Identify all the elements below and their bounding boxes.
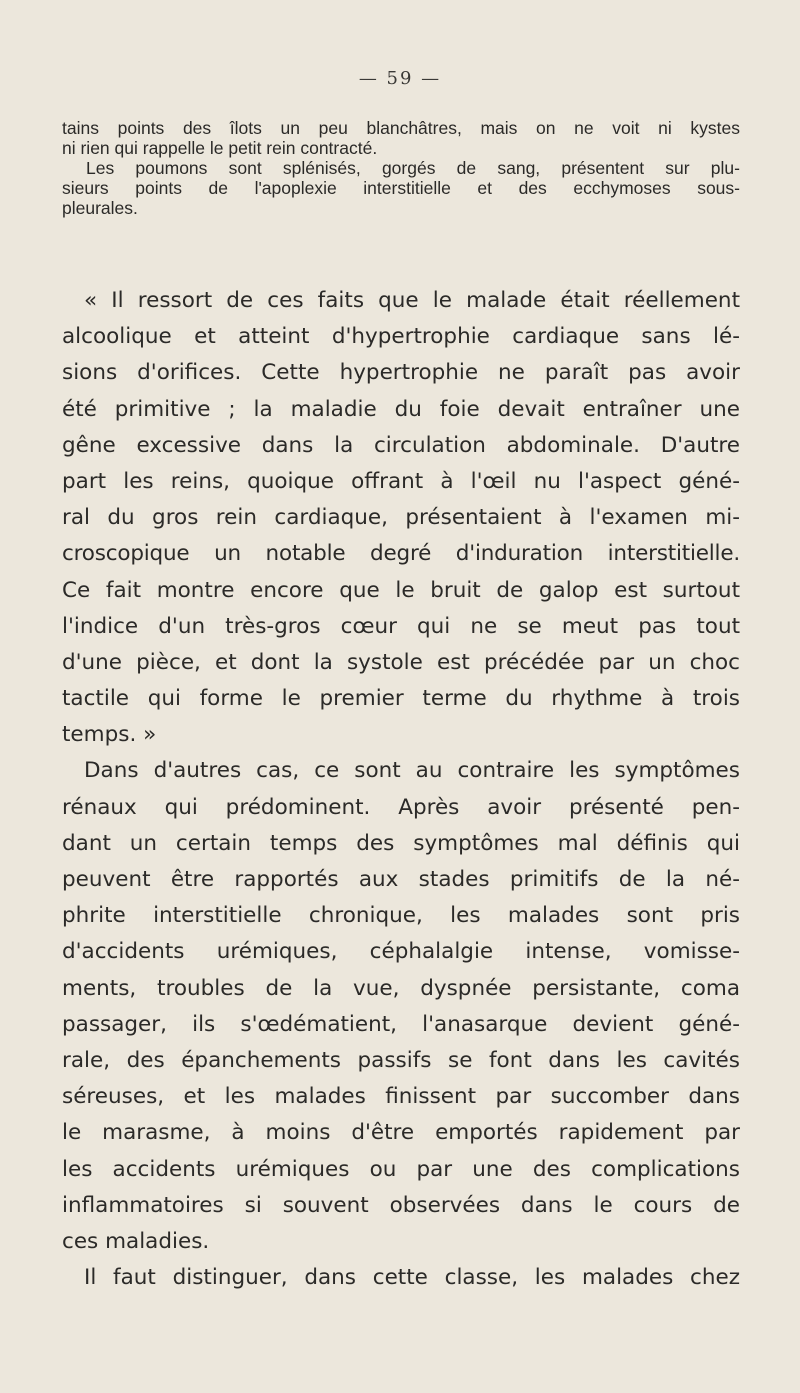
text-line: ments, troubles de la vue, dyspnée persistante, coma: [62, 975, 740, 1001]
paragraph: [62, 118, 740, 158]
text-line: été primitive ; la maladie du foie devait entraîner une: [62, 396, 740, 422]
text-line: rale, des épanchements passifs se font dans les cavités: [62, 1047, 740, 1073]
text-line: temps. »: [62, 722, 157, 748]
text-line: d'accidents urémiques, céphalalgie intense, vomisse-: [62, 939, 740, 965]
text-line: gêne excessive dans la circulation abdominale. D'autre: [62, 432, 740, 458]
text-line: ni rien qui rappelle le petit rein contracté.: [62, 138, 378, 158]
text-line: pleurales.: [62, 198, 138, 218]
text-line: part les reins, quoique offrant à l'œil nu l'aspect géné-: [62, 468, 740, 494]
text-line: inflammatoires si souvent observées dans le cours de: [62, 1192, 740, 1218]
paragraph: [62, 753, 740, 1260]
text-line: tains points des îlots un peu blanchâtres, mais on ne voit ni kystes: [62, 118, 740, 138]
page-number: — 59 —: [358, 68, 442, 89]
paragraph: [62, 158, 740, 218]
text-line: « Il ressort de ces faits que le malade était réellement: [84, 288, 740, 313]
text-line: d'une pièce, et dont la systole est précédée par un choc: [62, 649, 740, 675]
text-line: passager, ils s'œdématient, l'anasarque devient géné-: [62, 1011, 740, 1037]
text-line: Il faut distinguer, dans cette classe, les malades chez: [84, 1265, 740, 1291]
text-line: sieurs points de l'apoplexie interstitielle et des ecchymoses sous-: [62, 178, 740, 198]
main-text-section: [62, 283, 740, 1296]
text-line: l'indice d'un très-gros cœur qui ne se meut pas tout: [62, 613, 740, 639]
text-line: les accidents urémiques ou par une des complications: [62, 1156, 740, 1182]
text-line: séreuses, et les malades finissent par succomber dans: [62, 1084, 740, 1110]
text-line: alcoolique et atteint d'hypertrophie cardiaque sans lé-: [62, 324, 740, 350]
text-line: ral du gros rein cardiaque, présentaient à l'examen mi-: [62, 505, 740, 531]
text-line: Ce fait montre encore que le bruit de galop est surtout: [62, 577, 740, 603]
text-line: croscopique un notable degré d'induration interstitielle.: [62, 541, 740, 567]
text-line: tactile qui forme le premier terme du rhythme à trois: [62, 686, 740, 712]
text-line: ces maladies.: [62, 1228, 210, 1254]
text-line: sions d'orifices. Cette hypertrophie ne paraît pas avoir: [62, 360, 740, 386]
text-line: Dans d'autres cas, ce sont au contraire les symptômes: [84, 758, 740, 784]
text-line: dant un certain temps des symptômes mal définis qui: [62, 830, 740, 856]
text-line: rénaux qui prédominent. Après avoir présenté pen-: [62, 794, 740, 820]
text-line: peuvent être rapportés aux stades primitifs de la né-: [62, 867, 740, 892]
small-print-section: [62, 118, 740, 218]
text-line: le marasme, à moins d'être emportés rapidement par: [62, 1120, 740, 1146]
paragraph: [62, 1260, 740, 1296]
text-line: Les poumons sont splénisés, gorgés de sang, présentent sur plu-: [86, 158, 740, 178]
paragraph: [62, 283, 740, 753]
text-line: phrite interstitielle chronique, les malades sont pris: [62, 903, 740, 929]
